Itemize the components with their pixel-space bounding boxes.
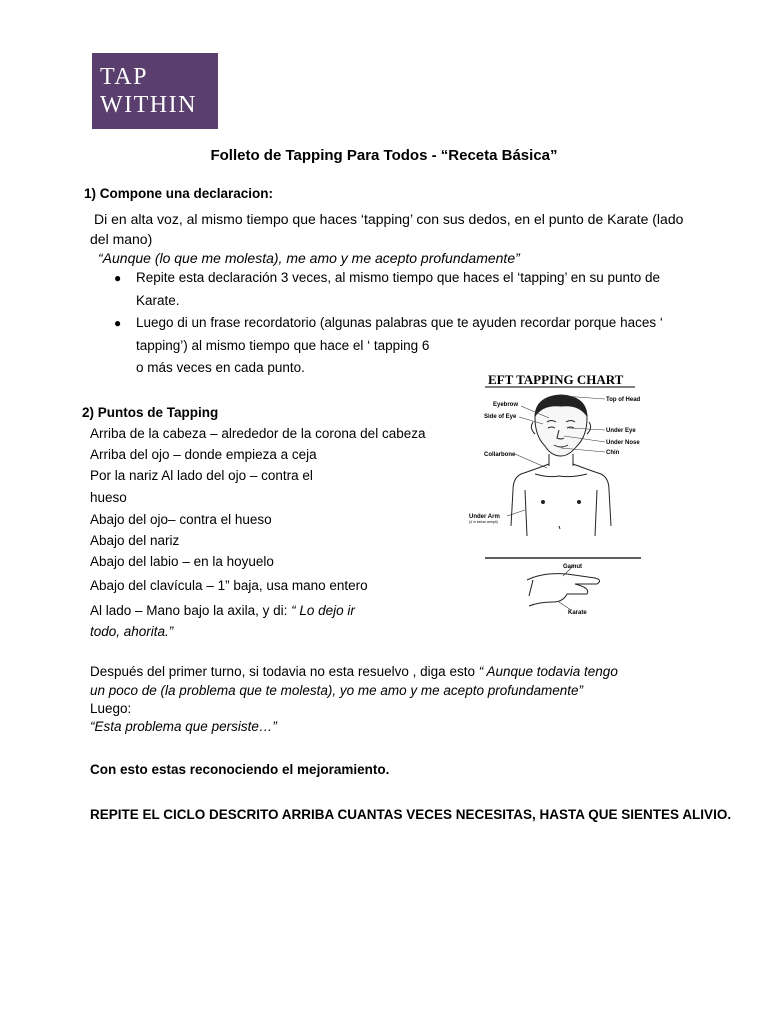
torso-figure bbox=[511, 464, 611, 536]
persist-quote: “Esta problema que persiste…” bbox=[90, 719, 277, 734]
hand-figure bbox=[527, 574, 600, 606]
tap-within-logo bbox=[92, 53, 218, 129]
bullet-1-line-2: Karate. bbox=[136, 293, 180, 308]
label-side-of-eye: Side of Eye bbox=[484, 414, 517, 420]
intro-line-2: del mano) bbox=[90, 231, 153, 247]
tapping-point: Arriba de la cabeza – alrededor de la corona del cabeza bbox=[90, 426, 426, 441]
logo-line-2: WITHIN bbox=[100, 92, 197, 118]
tapping-point: Por la nariz Al lado del ojo – contra el bbox=[90, 468, 313, 483]
tapping-point-last-prefix: Al lado – Mano bajo la axila, y di: bbox=[90, 603, 292, 618]
label-eyebrow: Eyebrow bbox=[493, 402, 519, 408]
label-karate: Karate bbox=[568, 610, 587, 616]
bullet-1-line-1: Repite esta declaración 3 veces, al mismo tiempo que haces el ‘tapping’ en su punto de bbox=[136, 270, 661, 285]
tapping-point: Abajo del ojo– contra el hueso bbox=[90, 512, 272, 527]
tapping-point: Abajo del labio – en la hoyuelo bbox=[90, 554, 274, 569]
label-under-eye: Under Eye bbox=[606, 428, 636, 434]
repeat-instruction: REPITE EL CICLO DESCRITO ARRIBA CUANTAS VECES NECESITAS, HASTA QUE SIENTES ALIVIO. bbox=[90, 807, 732, 822]
section-2-heading: 2) Puntos de Tapping bbox=[82, 405, 219, 420]
label-top-of-head: Top of Head bbox=[606, 397, 641, 403]
label-collarbone: Collarbone bbox=[484, 452, 516, 458]
intro-line-1: Di en alta voz, al mismo tiempo que haces ‘tapping’ con sus dedos, en el punto de Karate (lado bbox=[94, 211, 684, 227]
label-chin: Chin bbox=[606, 450, 620, 456]
after-first-round-line-1 bbox=[90, 664, 618, 679]
tapping-point: hueso bbox=[90, 490, 127, 505]
tapping-point-last-quote: “ Lo dejo ir bbox=[291, 603, 355, 618]
bullet-marker-2: ● bbox=[114, 316, 122, 330]
chart-title: EFT TAPPING CHART bbox=[488, 372, 624, 387]
recognition-statement: Con esto estas reconociendo el mejoramiento. bbox=[90, 762, 390, 777]
tapping-point-last-quote-end: todo, ahorita.” bbox=[90, 624, 174, 639]
section-1-heading: 1) Compone una declaracion: bbox=[84, 186, 274, 201]
label-under-arm-note: (4 in below armpit) bbox=[469, 520, 498, 524]
bullet-2-line-1: Luego di un frase recordatorio (algunas palabras que te ayuden recordar porque haces ‘ bbox=[136, 315, 663, 330]
after-first-round-prefix: Después del primer turno, si todavia no esta resuelvo , diga esto bbox=[90, 664, 479, 679]
tapping-point-last bbox=[90, 603, 355, 618]
tapping-point: Abajo del clavícula – 1” baja, usa mano entero bbox=[90, 578, 368, 593]
bullet-2-line-3: o más veces en cada punto. bbox=[136, 360, 305, 375]
luego-label: Luego: bbox=[90, 701, 132, 716]
label-gamut: Gamut bbox=[563, 564, 583, 570]
head-figure bbox=[531, 395, 590, 466]
page-title: Folleto de Tapping Para Todos - “Receta Básica” bbox=[210, 147, 558, 164]
bullet-marker-1: ● bbox=[114, 271, 122, 285]
eft-tapping-chart bbox=[463, 366, 659, 622]
label-under-arm: Under Arm bbox=[469, 514, 500, 520]
declaration-quote: “Aunque (lo que me molesta), me amo y me acepto profundamente” bbox=[98, 250, 520, 266]
logo-line-1: TAP bbox=[100, 64, 148, 90]
after-first-round-line-2: un poco de (la problema que te molesta), yo me amo y me acepto profundamente” bbox=[90, 683, 584, 698]
tapping-point: Arriba del ojo – donde empieza a ceja bbox=[90, 447, 317, 462]
after-first-round-quote-start: “ Aunque todavia tengo bbox=[478, 664, 618, 679]
bullet-2-line-2: tapping’) al mismo tiempo que hace el ‘ tapping 6 bbox=[136, 338, 430, 353]
tapping-point: Abajo del nariz bbox=[90, 533, 180, 548]
label-under-nose: Under Nose bbox=[606, 440, 640, 446]
